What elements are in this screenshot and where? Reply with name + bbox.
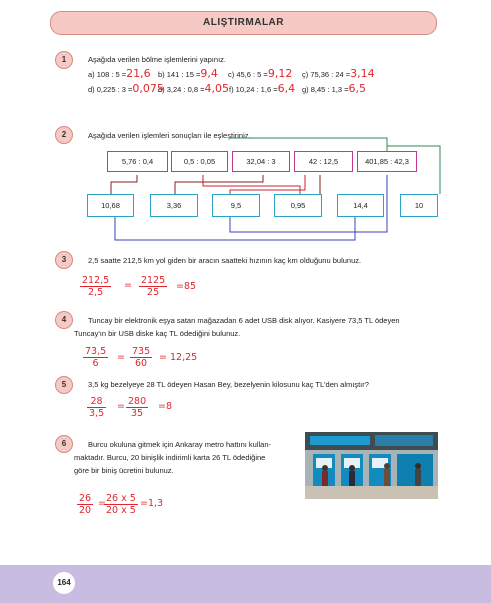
q3-f2-denominator: 25 — [147, 287, 160, 298]
question-1-number: 1 — [55, 51, 73, 69]
metro-station-photo — [305, 432, 438, 499]
q1-item-c-question: c) 45,6 : 5 = — [228, 70, 268, 79]
q4-f1-numerator: 73,5 — [85, 346, 107, 357]
q5-fraction-2 — [126, 396, 148, 419]
question-5-text: 3,5 kg bezelyeye 28 TL ödeyen Hasan Bey, bezelyenin kilosunu kaç TL'den almıştır? — [88, 380, 369, 389]
link-op4-res3 — [230, 175, 305, 194]
q1-item-b-answer: 9,4 — [200, 67, 218, 80]
op-box-2[interactable]: 0,5 : 0,05 — [171, 151, 228, 172]
q1-item-c-answer: 9,12 — [267, 67, 293, 80]
q3-fraction-2 — [139, 275, 167, 298]
result-box-3[interactable]: 9,5 — [212, 194, 260, 217]
result-box-6[interactable]: 10 — [400, 194, 438, 217]
q5-result: =8 — [158, 401, 173, 412]
link-intro — [230, 138, 387, 151]
op-box-3[interactable]: 32,04 : 3 — [232, 151, 290, 172]
q1-item-g-answer: 6,5 — [348, 82, 366, 95]
question-6-line-3: göre bir biniş ücretini bulunuz. — [74, 466, 174, 475]
q6-f1-numerator: 26 — [79, 493, 92, 504]
q4-fraction-1 — [83, 346, 108, 369]
q4-f2-denominator: 60 — [135, 358, 148, 369]
q1-item-d-answer: 0,075 — [132, 82, 164, 95]
q5-f1-denominator: 3,5 — [89, 408, 105, 419]
question-3-number: 3 — [55, 251, 73, 269]
question-5-number: 5 — [55, 376, 73, 394]
result-box-4[interactable]: 0,95 — [274, 194, 322, 217]
q6-f2-numerator: 26 x 5 — [106, 493, 136, 504]
q6-result: =1,3 — [140, 498, 164, 509]
q5-equals: = — [117, 401, 125, 412]
op-box-1[interactable]: 5,76 : 0,4 — [107, 151, 168, 172]
link-op1-res1 — [111, 175, 137, 194]
link-op2-res4 — [203, 175, 300, 194]
link-op3-res2 — [175, 175, 263, 194]
question-2-text: Aşağıda verilen işlemleri sonuçları ile eşleştiriniz. — [88, 131, 251, 140]
q6-equals: = — [98, 498, 106, 509]
q1-item-f-answer: 6,4 — [277, 82, 296, 95]
q5-fraction-1 — [87, 396, 106, 419]
q4-result: = 12,25 — [159, 352, 198, 363]
page-title: ALIŞTIRMALAR — [50, 11, 437, 35]
q1-item-e-answer: 4,05 — [204, 82, 229, 95]
q3-result: =85 — [176, 281, 197, 292]
q4-f1-denominator: 6 — [92, 358, 99, 369]
op-box-5[interactable]: 401,85 : 42,3 — [357, 151, 417, 172]
q6-fraction-2 — [104, 493, 138, 516]
q3-f2-numerator: 2125 — [141, 275, 166, 286]
q1-item-c-cedilla-answer: 3,14 — [350, 67, 375, 80]
q3-equals: = — [124, 280, 132, 291]
q1-item-f-question: f) 10,24 : 1,6 = — [229, 85, 278, 94]
question-6-line-2: maktadır. Burcu, 20 binişlik indirimli karta 26 TL ödediğine — [74, 453, 266, 462]
q6-f2-denominator: 20 x 5 — [106, 505, 136, 516]
question-3-text: 2,5 saatte 212,5 km yol giden bir aracın saatteki hızının kaç km olduğunu bulunuz. — [88, 256, 362, 265]
q4-fraction-2 — [130, 346, 152, 369]
q1-item-d-question: d) 0,225 : 3 = — [88, 85, 133, 94]
question-2-number: 2 — [55, 126, 73, 144]
question-4-number: 4 — [55, 311, 73, 329]
q1-item-a-question: a) 108 : 5 = — [88, 70, 127, 79]
q3-fraction-1 — [80, 275, 111, 298]
q6-fraction-1 — [77, 493, 93, 516]
question-6-number: 6 — [55, 435, 73, 453]
question-4-line-2: Tuncay'ın bir USB diske kaç TL ödediğini bulunuz. — [74, 329, 241, 338]
q1-item-c-cedilla-question: ç) 75,36 : 24 = — [302, 70, 351, 79]
q3-f1-numerator: 212,5 — [82, 275, 110, 286]
page-number: 164 — [53, 572, 75, 594]
q4-equals: = — [117, 352, 125, 363]
q5-f2-denominator: 35 — [131, 408, 144, 419]
question-4-line-1: Tuncay bir elektronik eşya satan mağazadan 6 adet USB disk alıyor. Kasiyere 73,5 TL ödeyen — [88, 316, 400, 325]
result-box-1[interactable]: 10,68 — [87, 194, 134, 217]
q6-f1-denominator: 20 — [79, 505, 92, 516]
q5-f1-numerator: 28 — [87, 396, 106, 408]
op-box-4[interactable]: 42 : 12,5 — [294, 151, 353, 172]
result-box-5[interactable]: 14,4 — [337, 194, 384, 217]
question-6-line-1: Burcu okuluna gitmek için Ankaray metro hattını kullan- — [88, 440, 272, 449]
q3-f1-denominator: 2,5 — [88, 287, 104, 298]
result-box-2[interactable]: 3,36 — [150, 194, 198, 217]
q1-item-g-question: g) 8,45 : 1,3 = — [302, 85, 349, 94]
q5-f2-numerator: 280 — [128, 396, 147, 407]
q1-item-e-question: e) 3,24 : 0,8 = — [158, 85, 205, 94]
question-1-text: Aşağıda verilen bölme işlemlerini yapınız. — [88, 55, 226, 64]
q1-item-a-answer: 21,6 — [126, 67, 151, 80]
q1-item-b-question: b) 141 : 15 = — [158, 70, 201, 79]
q4-f2-numerator: 735 — [132, 346, 151, 357]
link-res5-op5 — [115, 216, 355, 240]
